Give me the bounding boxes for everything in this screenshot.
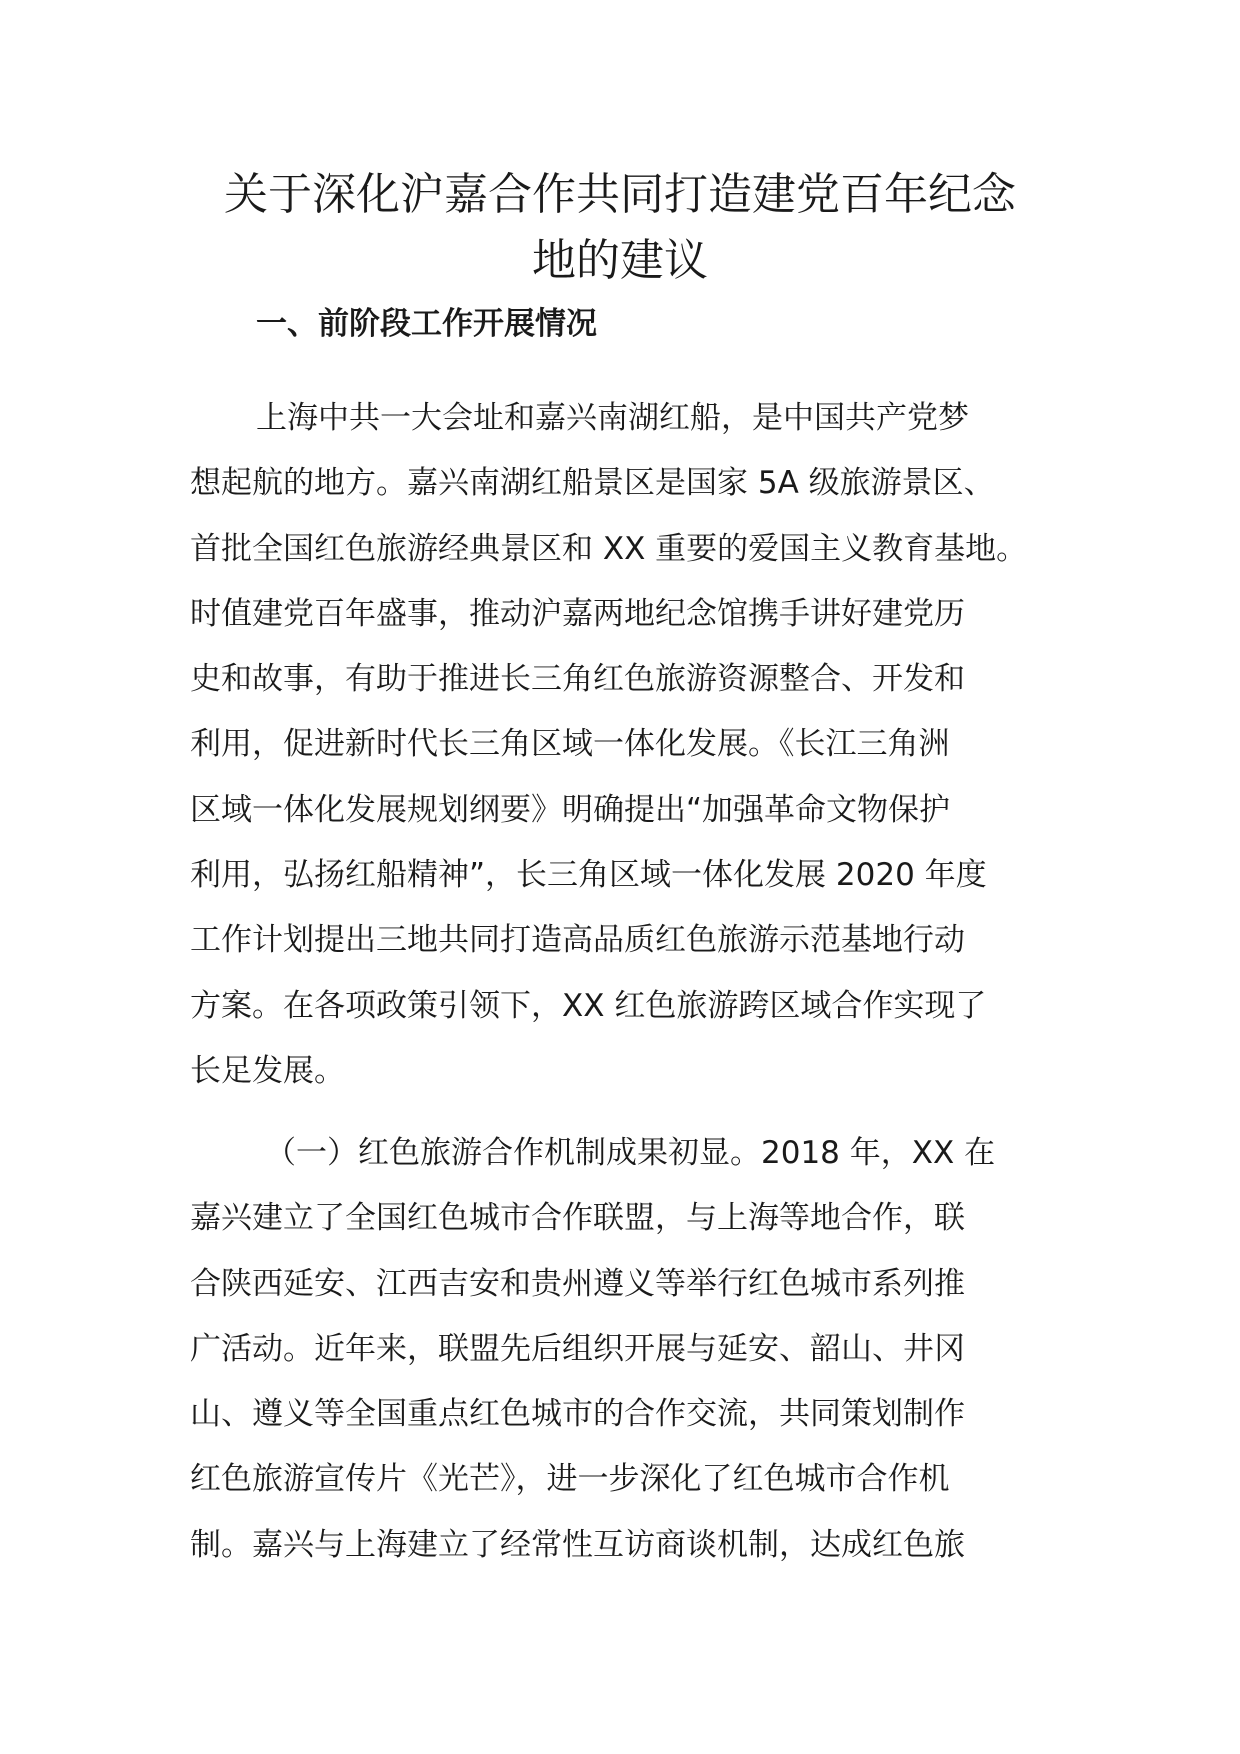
paragraph-line: 利用，促进新时代长三角区域一体化发展。《长江三角洲: [190, 726, 950, 763]
paragraph-line: 史和故事，有助于推进长三角红色旅游资源整合、开发和: [190, 661, 965, 698]
title-line-2: 地的建议: [532, 235, 708, 286]
section-heading: 一、前阶段工作开展情况: [256, 306, 597, 342]
paragraph-line: 红色旅游宣传片《光芒》，进一步深化了红色城市合作机: [190, 1461, 950, 1498]
paragraph-line: 时值建党百年盛事，推动沪嘉两地纪念馆携手讲好建党历: [190, 595, 965, 632]
paragraph-line: 首批全国红色旅游经典景区和 XX 重要的爱国主义教育基地。: [190, 530, 1028, 567]
paragraph-line: 山、遵义等全国重点红色城市的合作交流，共同策划制作: [190, 1396, 965, 1433]
paragraph-line: 方案。在各项政策引领下，XX 红色旅游跨区域合作实现了: [190, 987, 987, 1024]
paragraph-line: 上海中共一大会址和嘉兴南湖红船，是中国共产党梦: [256, 400, 969, 436]
title-line-1: 关于深化沪嘉合作共同打造建党百年纪念: [224, 169, 1016, 220]
paragraph-line: 长足发展。: [190, 1052, 345, 1089]
paragraph-2: [190, 1121, 1060, 1578]
paragraph-line: 制。嘉兴与上海建立了经常性互访商谈机制，达成红色旅: [190, 1526, 965, 1563]
paragraph-line: 利用，弘扬红船精神”，长三角区域一体化发展 2020 年度: [190, 857, 987, 894]
paragraph-line: 嘉兴建立了全国红色城市合作联盟，与上海等地合作，联: [190, 1200, 965, 1237]
paragraph-line: 工作计划提出三地共同打造高品质红色旅游示范基地行动: [190, 922, 965, 959]
paragraph-line: 想起航的地方。嘉兴南湖红船景区是国家 5A 级旅游景区、: [190, 465, 995, 502]
paragraph-line: 广活动。近年来，联盟先后组织开展与延安、韶山、井冈: [190, 1330, 965, 1367]
paragraph-line: 区域一体化发展规划纲要》明确提出“加强革命文物保护: [190, 791, 951, 828]
paragraph-line: （一）红色旅游合作机制成果初显。2018 年，XX 在: [265, 1135, 996, 1171]
document-title: [150, 162, 1090, 294]
paragraph-line: 合陕西延安、江西吉安和贵州遵义等举行红色城市系列推: [190, 1265, 965, 1302]
paragraph-1: [190, 386, 1060, 1104]
